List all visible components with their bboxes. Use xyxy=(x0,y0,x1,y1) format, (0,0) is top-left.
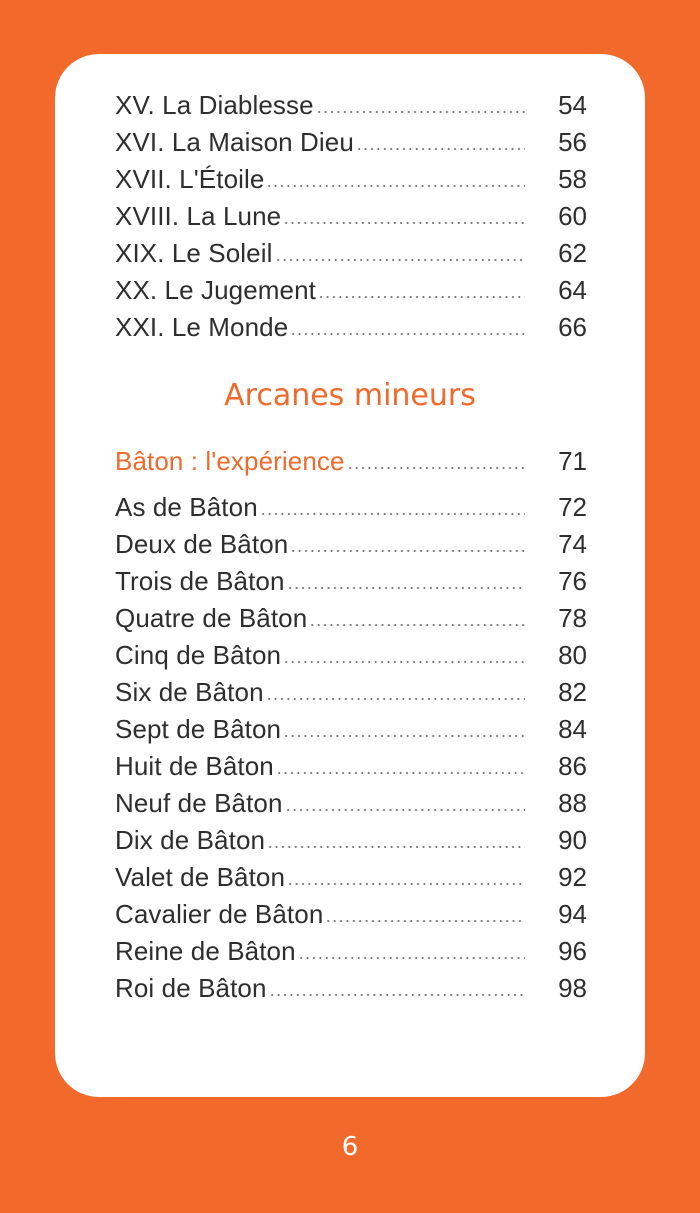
toc-entry[interactable] xyxy=(115,158,587,195)
toc-entry[interactable] xyxy=(115,708,587,745)
toc-entry[interactable] xyxy=(115,856,587,893)
dot-leader xyxy=(283,734,525,738)
dot-leader xyxy=(290,332,525,336)
toc-entry[interactable] xyxy=(115,671,587,708)
entry-title: Dix de Bâton xyxy=(115,825,266,855)
toc-entry[interactable] xyxy=(115,306,587,343)
toc-entry[interactable] xyxy=(115,232,587,269)
entry-page: 76 xyxy=(558,566,587,596)
entry-title: XIX. Le Soleil xyxy=(115,238,273,268)
toc-entry[interactable] xyxy=(115,486,587,523)
toc-entry[interactable] xyxy=(115,819,587,856)
entry-page: 58 xyxy=(558,164,587,194)
entry-title: As de Bâton xyxy=(115,492,258,522)
entry-page: 62 xyxy=(558,238,587,268)
entry-page: 96 xyxy=(558,936,587,966)
entry-title: Sept de Bâton xyxy=(115,714,282,744)
entry-title: XXI. Le Monde xyxy=(115,312,289,342)
toc-entry[interactable] xyxy=(115,967,587,1004)
entry-title: XVIII. La Lune xyxy=(115,201,282,231)
entry-page: 64 xyxy=(558,275,587,305)
entry-page: 86 xyxy=(558,751,587,781)
dot-leader xyxy=(283,660,525,664)
toc-entry[interactable] xyxy=(115,560,587,597)
toc-entry[interactable] xyxy=(115,634,587,671)
entry-page: 94 xyxy=(558,899,587,929)
toc-entry[interactable] xyxy=(115,930,587,967)
dot-leader xyxy=(285,808,525,812)
dot-leader xyxy=(260,512,525,516)
entry-page: 98 xyxy=(558,973,587,1003)
dot-leader xyxy=(318,295,525,299)
entry-page: 74 xyxy=(558,529,587,559)
dot-leader xyxy=(287,586,525,590)
dot-leader xyxy=(325,919,525,923)
major-arcana-list xyxy=(115,84,587,343)
entry-title: XX. Le Jugement xyxy=(115,275,316,305)
entry-title: Cinq de Bâton xyxy=(115,640,282,670)
entry-page: 72 xyxy=(558,492,587,522)
entry-title: Trois de Bâton xyxy=(115,566,285,596)
dot-leader xyxy=(266,184,525,188)
entry-page: 54 xyxy=(558,90,587,120)
entry-page: 66 xyxy=(558,312,587,342)
section-heading: Arcanes mineurs xyxy=(224,378,476,413)
toc-entry[interactable] xyxy=(115,893,587,930)
page-number: 6 xyxy=(341,1132,359,1162)
entry-page: 90 xyxy=(558,825,587,855)
dot-leader xyxy=(356,147,525,151)
entry-page: 71 xyxy=(558,446,587,476)
entry-title: XVII. L'Étoile xyxy=(115,164,265,194)
toc-entry[interactable] xyxy=(115,782,587,819)
dot-leader xyxy=(283,221,525,225)
entry-page: 88 xyxy=(558,788,587,818)
entry-page: 80 xyxy=(558,640,587,670)
entry-title: XVI. La Maison Dieu xyxy=(115,127,354,157)
entry-page: 92 xyxy=(558,862,587,892)
dot-leader xyxy=(269,993,525,997)
entry-title: Reine de Bâton xyxy=(115,936,296,966)
suit-heading-row xyxy=(115,440,587,477)
entry-title: Six de Bâton xyxy=(115,677,264,707)
dot-leader xyxy=(316,110,525,114)
entry-title: Valet de Bâton xyxy=(115,862,286,892)
dot-leader xyxy=(276,771,525,775)
entry-title: Neuf de Bâton xyxy=(115,788,283,818)
dot-leader xyxy=(266,697,525,701)
dot-leader xyxy=(290,549,525,553)
entry-title: Cavalier de Bâton xyxy=(115,899,324,929)
entry-page: 84 xyxy=(558,714,587,744)
entry-page: 78 xyxy=(558,603,587,633)
entry-page: 60 xyxy=(558,201,587,231)
minor-arcana-list xyxy=(115,486,587,1004)
entry-title: Deux de Bâton xyxy=(115,529,289,559)
toc-entry[interactable] xyxy=(115,597,587,634)
entry-page: 56 xyxy=(558,127,587,157)
dot-leader xyxy=(287,882,525,886)
toc-entry[interactable] xyxy=(115,121,587,158)
entry-title: Roi de Bâton xyxy=(115,973,267,1003)
dot-leader xyxy=(298,956,525,960)
entry-title: Quatre de Bâton xyxy=(115,603,308,633)
suit-title: Bâton : l'expérience xyxy=(115,446,345,476)
toc-entry[interactable] xyxy=(115,269,587,306)
dot-leader xyxy=(267,845,525,849)
suit-entry[interactable] xyxy=(115,440,587,477)
dot-leader xyxy=(275,258,526,262)
dot-leader xyxy=(347,466,525,470)
toc-entry[interactable] xyxy=(115,195,587,232)
entry-title: XV. La Diablesse xyxy=(115,90,314,120)
entry-title: Huit de Bâton xyxy=(115,751,274,781)
toc-entry[interactable] xyxy=(115,84,587,121)
toc-entry[interactable] xyxy=(115,745,587,782)
toc-entry[interactable] xyxy=(115,523,587,560)
dot-leader xyxy=(309,623,525,627)
entry-page: 82 xyxy=(558,677,587,707)
